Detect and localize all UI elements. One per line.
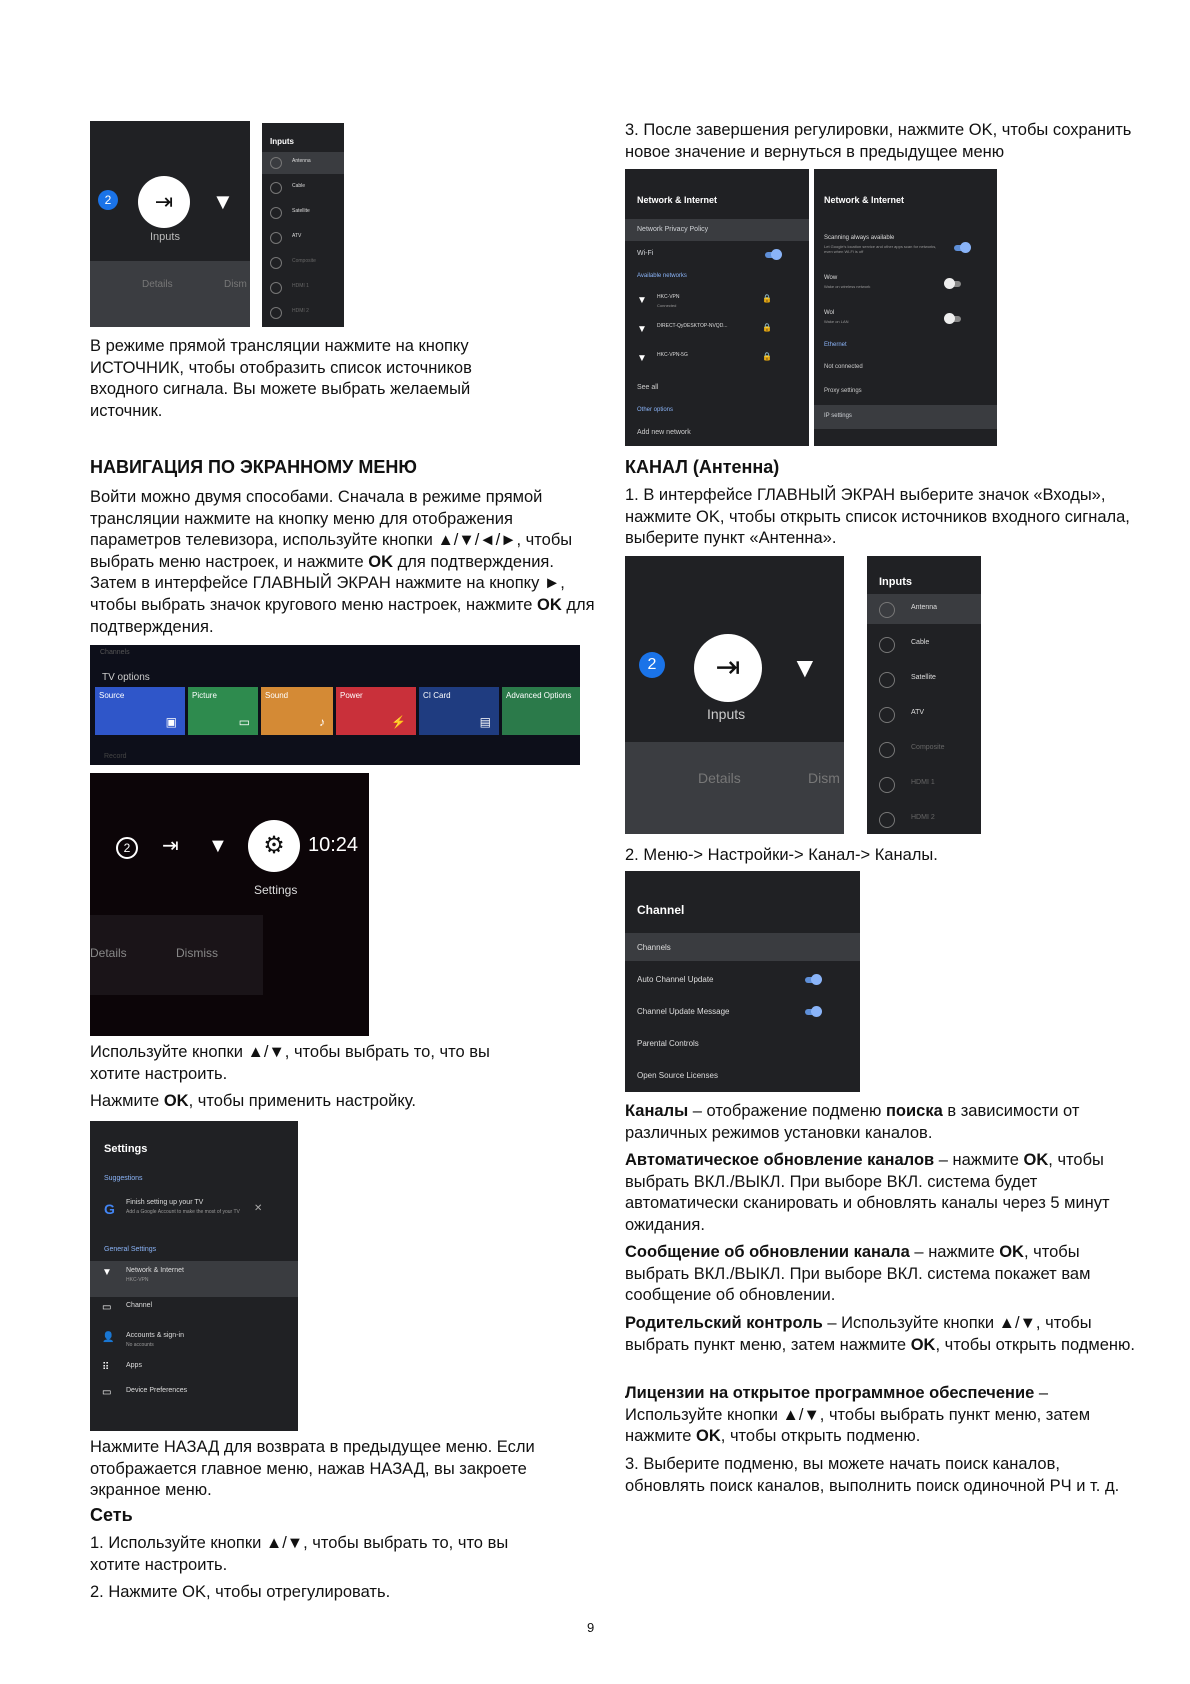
details-button[interactable]: Details — [698, 770, 741, 786]
input-icon — [879, 742, 895, 758]
source-icon: ▣ — [165, 715, 177, 729]
channel-toggle[interactable] — [805, 977, 819, 983]
not-connected-item: Not connected — [824, 364, 863, 370]
wifi-item[interactable]: Wi-Fi — [637, 250, 654, 257]
tile-sound[interactable]: Sound ♪ — [261, 687, 333, 735]
input-icon — [270, 207, 282, 219]
input-item[interactable]: Cable — [867, 629, 981, 659]
privacy-policy-item[interactable]: Network Privacy Policy — [637, 226, 709, 233]
power-icon: ⚡ — [391, 715, 406, 729]
input-item[interactable]: Satellite — [867, 664, 981, 694]
ethernet-label: Ethernet — [824, 342, 847, 348]
channel-toggle[interactable] — [805, 1009, 819, 1015]
wifi-icon: ▼ — [637, 353, 647, 364]
input-item[interactable]: HDMI 2 — [262, 302, 344, 324]
settings-item-icon: 👤 — [102, 1332, 115, 1343]
proxy-settings-item[interactable]: Proxy settings — [824, 388, 862, 394]
input-item[interactable]: HDMI 2 — [867, 804, 981, 834]
network-item[interactable]: ▼ HKC-VPN Connected 🔒 — [637, 294, 772, 308]
page-number: 9 — [587, 1620, 595, 1635]
nav-paragraph — [90, 487, 595, 638]
channel-menu-screenshot — [625, 871, 860, 1092]
wifi-icon: ▼ — [637, 295, 647, 306]
network-heading: Сеть — [90, 1505, 133, 1525]
inputs-icon[interactable]: ⇥ — [694, 634, 762, 702]
ok-text-2: , чтобы применить настройку. — [188, 1092, 416, 1110]
channel-item[interactable]: Open Source Licenses — [637, 1071, 718, 1080]
other-options-label: Other options — [637, 407, 674, 413]
inputs-panel-title: Inputs — [270, 137, 294, 146]
suggestions-label: Suggestions — [104, 1175, 143, 1182]
settings-item-icon: ▼ — [102, 1267, 112, 1278]
notification-badge: 2 — [116, 837, 138, 859]
scanning-item[interactable]: Scanning always available — [824, 235, 895, 241]
source-paragraph: В режиме прямой трансляции нажмите на кнопку ИСТОЧНИК, чтобы отобразить список источников входного сигнала. Вы можете выбрать желаемый источник. — [90, 337, 472, 420]
wifi-toggle[interactable] — [765, 252, 779, 258]
tile-ci-card[interactable]: CI Card ▤ — [419, 687, 499, 735]
nav-text-2: для подтверждения. Затем в интерфейсе ГЛАВНЫЙ ЭКРАН нажмите на кнопку ►, чтобы выбрать значок кругового меню настроек, нажмите — [90, 552, 565, 614]
tile-source[interactable]: Source ▣ — [95, 687, 185, 735]
input-icon — [879, 707, 895, 723]
select-paragraph: Используйте кнопки ▲/▼, чтобы выбрать то, что вы хотите настроить. — [90, 1043, 490, 1083]
input-icon — [270, 307, 282, 319]
inputs-panel-title-big: Inputs — [879, 576, 912, 588]
scanning-toggle[interactable] — [954, 245, 968, 251]
input-icon — [270, 232, 282, 244]
network-screenshot-2 — [814, 169, 997, 446]
wow-sub: Wake on wireless network — [824, 284, 871, 289]
network-item[interactable]: ▼ HKC-VPN-5G 🔒 — [637, 352, 772, 364]
picture-icon: ▭ — [238, 715, 250, 729]
inputs-panel-big — [867, 556, 981, 834]
input-item[interactable]: Antenna — [867, 594, 981, 624]
settings-item[interactable]: ⠿ Apps — [102, 1362, 142, 1373]
channel-heading: КАНАЛ (Антенна) — [625, 457, 780, 477]
dismiss-button[interactable]: Dism — [808, 770, 840, 786]
settings-gear-icon[interactable]: ⚙ — [248, 820, 300, 872]
channel-step-1: 1. В интерфейсе ГЛАВНЫЙ ЭКРАН выберите значок «Входы», нажмите OK, чтобы открыть список источников входного сигнала, выберите пункт «Антенна». — [625, 486, 1130, 548]
tile-picture[interactable]: Picture ▭ — [188, 687, 258, 735]
channel-item[interactable]: Channels — [625, 933, 860, 961]
input-item[interactable]: Satellite — [262, 202, 344, 224]
available-networks-label: Available networks — [637, 273, 687, 279]
notification-badge: 2 — [639, 652, 665, 678]
settings-bar-screenshot — [90, 773, 369, 1036]
settings-menu-title: Settings — [104, 1143, 148, 1155]
input-icon — [270, 257, 282, 269]
wifi-icon: ▼ — [212, 189, 234, 214]
nav-ok-1: OK — [368, 552, 393, 571]
channel-step-3: 3. Выберите подменю, вы можете начать поиск каналов, обновлять поиск каналов, выполнить поиск одиночной РЧ и т. д. — [625, 1455, 1120, 1495]
tv-options-bottom-label: Record — [104, 753, 127, 760]
network-screenshot-1 — [625, 169, 809, 446]
wow-item[interactable]: Wow — [824, 275, 838, 281]
wifi-icon: ▼ — [637, 324, 647, 335]
inputs-panel-small — [262, 123, 344, 327]
input-icon — [879, 637, 895, 653]
inputs-icon[interactable]: ⇥ — [162, 835, 179, 857]
settings-item[interactable]: ▭ Channel — [102, 1302, 153, 1313]
channel-item[interactable]: Channel Update Message — [625, 997, 860, 1025]
inputs-label: Inputs — [707, 706, 746, 722]
wol-toggle[interactable] — [947, 316, 961, 322]
input-icon — [879, 672, 895, 688]
dismiss-button[interactable]: Dismiss — [176, 946, 218, 960]
network-title-2: Network & Internet — [824, 195, 905, 205]
tile-power[interactable]: Power ⚡ — [336, 687, 416, 735]
input-icon — [270, 157, 282, 169]
input-item[interactable]: ATV — [867, 699, 981, 729]
wol-item[interactable]: Wol — [824, 310, 835, 316]
lock-icon: 🔒 — [762, 294, 772, 303]
inputs-screenshot-big — [625, 556, 844, 834]
ok-text-1: Нажмите — [90, 1092, 160, 1110]
close-icon[interactable]: ✕ — [254, 1203, 263, 1214]
settings-menu-screenshot — [90, 1121, 298, 1431]
details-button[interactable]: Details — [142, 279, 173, 290]
input-icon — [270, 182, 282, 194]
finish-setup-sub: Add a Google Account to make the most of your TV — [126, 1209, 240, 1215]
google-icon: G — [104, 1201, 115, 1217]
desc-update-message: Сообщение об обновлении канала – нажмите OK, чтобы выбрать ВКЛ./ВЫКЛ. При выборе ВКЛ. система покажет вам сообщение об обновлении. — [625, 1243, 1091, 1305]
input-item[interactable]: Cable — [262, 177, 344, 199]
settings-item[interactable]: ▭ Device Preferences — [102, 1387, 188, 1398]
add-network-item[interactable]: Add new network — [637, 429, 691, 436]
network-step-2: 2. Нажмите OK, чтобы отрегулировать. — [90, 1583, 391, 1601]
wifi-icon: ▼ — [791, 652, 819, 683]
channel-item[interactable]: Auto Channel Update — [625, 965, 860, 993]
wow-toggle[interactable] — [947, 281, 961, 287]
ci-card-icon: ▤ — [479, 715, 491, 729]
channel-step-2: 2. Меню-> Настройки-> Канал-> Каналы. — [625, 846, 938, 864]
inputs-icon[interactable]: ⇥ — [138, 176, 190, 228]
lock-icon: 🔒 — [762, 352, 772, 361]
lock-icon: 🔒 — [762, 323, 772, 332]
inputs-label: Inputs — [150, 231, 180, 243]
clock: 10:24 — [308, 834, 359, 856]
settings-label: Settings — [254, 883, 298, 897]
settings-item[interactable]: ▼ Network & Internet HKC-VPN — [90, 1261, 298, 1297]
input-icon — [879, 602, 895, 618]
input-item[interactable]: ATV — [262, 227, 344, 249]
dismiss-button[interactable]: Dism — [224, 279, 247, 290]
wifi-icon: ▼ — [208, 835, 228, 857]
input-icon — [879, 812, 895, 828]
nav-text-3: для подтверждения. — [90, 595, 595, 636]
scanning-sub: Let Google's location service and other apps scan for networks, even when Wi-Fi is off — [824, 244, 937, 254]
input-item[interactable]: Antenna — [262, 152, 344, 174]
channel-menu-title: Channel — [637, 903, 685, 917]
input-icon — [879, 777, 895, 793]
input-item[interactable]: Composite — [867, 734, 981, 764]
nav-text-1: Войти можно двумя способами. Сначала в режиме прямой трансляции нажмите на кнопку меню для отображения параметров телевизора, используйте кнопки ▲/▼/◄/►, чтобы выбрать меню настроек, и нажмите — [90, 488, 573, 571]
sound-icon: ♪ — [319, 715, 325, 729]
network-step-1: 1. Используйте кнопки ▲/▼, чтобы выбрать то, что вы хотите настроить. — [90, 1534, 509, 1574]
ok-paragraph — [90, 1091, 530, 1113]
network-item[interactable]: ▼ DIRECT-QyDESKTOP-NVQD... 🔒 — [637, 323, 772, 335]
settings-item-icon: ⠿ — [102, 1362, 110, 1373]
settings-item-icon: ▭ — [102, 1387, 112, 1398]
inputs-screenshot — [90, 121, 250, 327]
tv-options-title: TV options — [102, 672, 150, 683]
input-item[interactable]: HDMI 1 — [262, 277, 344, 299]
ip-settings-item[interactable]: IP settings — [824, 413, 852, 419]
finish-setup-title[interactable]: Finish setting up your TV — [126, 1199, 204, 1206]
step3-paragraph: 3. После завершения регулировки, нажмите OK, чтобы сохранить новое значение и вернуться в предыдущее меню — [625, 121, 1132, 161]
input-icon — [270, 282, 282, 294]
desc-auto-update: Автоматическое обновление каналов – нажмите OK, чтобы выбрать ВКЛ./ВЫКЛ. При выборе ВКЛ. система будет автоматически сканировать и обновлять каналы через 5 минут ожидания. — [625, 1151, 1110, 1234]
desc-parental: Родительский контроль – Используйте кнопки ▲/▼, чтобы выбрать пункт меню, затем нажмите OK, чтобы открыть подменю. — [625, 1314, 1135, 1354]
desc-licenses: Лицензии на открытое программное обеспечение – Используйте кнопки ▲/▼, чтобы выбрать пункт меню, затем нажмите OK, чтобы открыть подменю. — [625, 1384, 1091, 1446]
tile-advanced[interactable]: Advanced Options — [502, 687, 580, 735]
back-paragraph: Нажмите НАЗАД для возврата в предыдущее меню. Если отображается главное меню, нажав НАЗАД, вы закроете экранное меню. — [90, 1438, 535, 1500]
nav-ok-2: OK — [537, 595, 562, 614]
settings-item-icon: ▭ — [102, 1302, 112, 1313]
settings-item[interactable]: 👤 Accounts & sign-in No accounts — [102, 1332, 184, 1348]
see-all-item[interactable]: See all — [637, 384, 659, 391]
desc-channels: Каналы – отображение подменю поиска в зависимости от различных режимов установки каналов. — [625, 1102, 1080, 1142]
tv-options-top-label: Channels — [100, 649, 130, 656]
wol-sub: Wake on LAN — [824, 319, 849, 324]
input-item[interactable]: Composite — [262, 252, 344, 274]
ok-bold: OK — [163, 1092, 189, 1110]
channel-item[interactable]: Parental Controls — [637, 1039, 699, 1048]
tv-options-screenshot — [90, 645, 580, 765]
general-settings-label: General Settings — [104, 1246, 157, 1253]
notification-badge: 2 — [98, 190, 118, 210]
network-title: Network & Internet — [637, 195, 718, 205]
details-button[interactable]: Details — [90, 946, 127, 960]
input-item[interactable]: HDMI 1 — [867, 769, 981, 799]
nav-heading: НАВИГАЦИЯ ПО ЭКРАННОМУ МЕНЮ — [90, 457, 417, 477]
